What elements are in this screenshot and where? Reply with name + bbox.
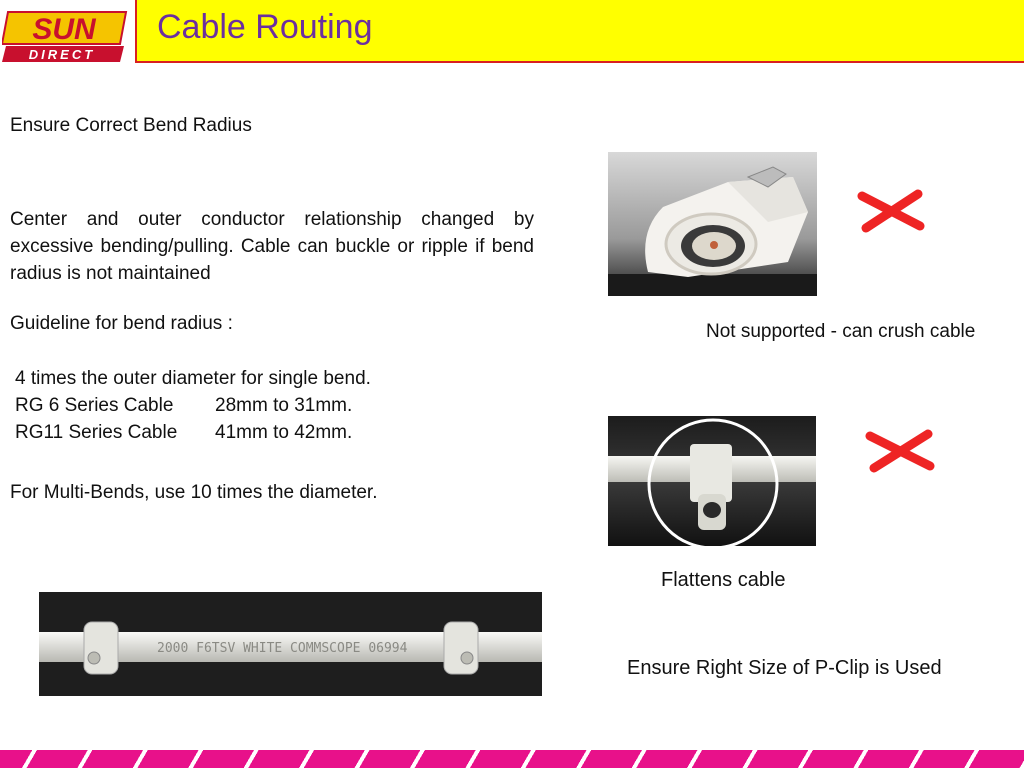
bend-radius-heading: Ensure Correct Bend Radius <box>10 115 252 136</box>
rg11-range: 41mm to 42mm. <box>215 422 353 443</box>
cable-pclip-photo <box>39 592 542 696</box>
logo-direct-text: DIRECT <box>28 47 96 62</box>
rg11-name: RG11 Series Cable <box>15 422 178 443</box>
footer-stripe <box>0 750 1024 768</box>
cable-print-text: 2000 F6TSV WHITE COMMSCOPE 06994 <box>157 641 408 656</box>
rg6-name: RG 6 Series Cable <box>15 395 174 416</box>
single-bend-rule: 4 times the outer diameter for single bend. <box>15 368 371 389</box>
crushed-cable-photo <box>608 152 817 296</box>
title-bar <box>135 0 1024 63</box>
caption-pclip: Ensure Right Size of P-Clip is Used <box>627 657 942 679</box>
flattened-cable-photo <box>608 416 816 546</box>
caption-flatten: Flattens cable <box>661 569 786 591</box>
bend-radius-paragraph: Center and outer conductor relationship changed by excessive bending/pulling. Cable can buckle or ripple if bend radius is not maintained <box>10 209 534 284</box>
logo-sun-text: SUN <box>32 13 96 46</box>
x-mark-icon <box>856 188 926 234</box>
rg6-range: 28mm to 31mm. <box>215 395 353 416</box>
slide-title: Cable Routing <box>157 8 373 46</box>
sun-direct-logo <box>2 8 130 66</box>
caption-crush: Not supported - can crush cable <box>706 321 976 342</box>
multi-bend-rule: For Multi-Bends, use 10 times the diameter. <box>10 482 378 503</box>
guideline-label: Guideline for bend radius : <box>10 313 233 334</box>
x-mark-icon <box>864 428 936 474</box>
